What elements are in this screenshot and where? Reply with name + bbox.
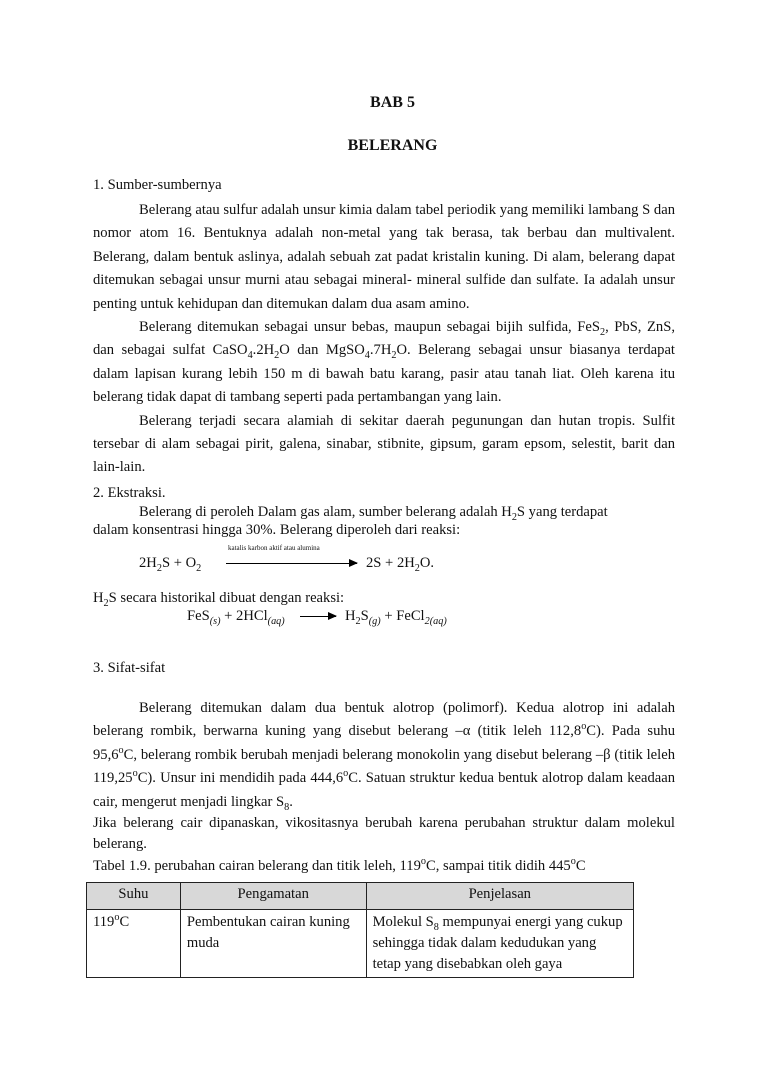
historical-line: $H_2S$ secara historikal dibuat dengan reaksi: [93,590,345,609]
cell-pengamatan: Pembentukan cairan kuning muda [180,910,366,978]
section-sources-body [93,199,675,480]
column-header-penjelasan: Penjelasan [366,883,633,910]
paragraph: Belerang ditemukan sebagai unsur bebas, maupun sebagai bijih sulfida, FeS$_2$, PbS, ZnS, dan sebagai sulfat $CaSO_4.2H_2O$ dan $MgSO_4.7H_2O$. Belerang sebagai unsur biasanya terdapat dalam lapisan kurang lebih 150 m di bawah batu karang, pasir atau tanah liat. Oleh karena itu belerang tidak dapat di tambang seperti pada pertambangan yang lain. [93,319,675,406]
cell-suhu: 119$^o$C [87,910,181,978]
reaction-arrow-icon [226,563,357,564]
table-row [87,910,634,978]
section-heading-properties: 3. Sifat-sifat [93,660,166,676]
catalyst-label: katalis karbon aktif atau alumina [228,544,320,552]
paragraph: Belerang terjadi secara alamiah di sekitar daerah pegunungan dan hutan tropis. Sulfit tersebar di alam sebagai pirit, galena, sinabar, stibnite, gipsum, garam epsom, selestit, barit dan lain-lain. [93,412,675,476]
extraction-line-1: Belerang di peroleh Dalam gas alam, sumber belerang adalah $H_2S$ yang terdapat [139,504,608,523]
reaction-1-products: $2S + 2H_2O$. [366,555,435,574]
cell-penjelasan: Molekul $S_8$ mempunyai energi yang cukup sehingga tidak dalam kedudukan yang tetap yang disebabkan oleh gaya [366,910,633,978]
section-properties-body [93,697,675,814]
section-heading-sources: 1. Sumber-sumbernya [93,177,222,193]
chapter-title: BELERANG [347,137,438,154]
column-header-pengamatan: Pengamatan [180,883,366,910]
section-heading-extraction: 2. Ekstraksi. [93,485,166,501]
extraction-line-2: dalam konsentrasi hingga 30%. Belerang diperoleh dari reaksi: [93,522,461,538]
chapter-number: BAB 5 [370,94,415,111]
column-header-suhu: Suhu [87,883,181,910]
paragraph-viscosity: Jika belerang cair dipanaskan, vikositasnya berubah karena perubahan struktur dalam molekul belerang. [93,815,675,852]
table-header-row [87,883,634,910]
reaction-arrow-icon [300,616,336,617]
reaction-2-products: $H_2S_{(g)}$ + FeCl$_{2(aq)}$ [345,608,447,627]
sulfur-heating-table [86,882,634,978]
paragraph: Belerang atau sulfur adalah unsur kimia dalam tabel periodik yang memiliki lambang S dan nomor atom 16. Bentuknya adalah non-metal yang tak berasa, tak berbau dan multivalent. Belerang, dalam bentuk aslinya, adalah sebuah zat padat kristalin kuning. Di alam, belerang dapat ditemukan sebagai unsur murni atau sebagai mineral- mineral sulfide dan sulfate. Ia adalah unsur penting untuk kehidupan dan ditemukan dalam dua asam amino. [93,202,675,312]
reaction-1-reactants: $2H_2S + O_2$ [139,555,202,574]
table-caption: Tabel 1.9. perubahan cairan belerang dan titik leleh, 119$^o$C, sampai titik didih 445$^o$C [93,856,586,874]
reaction-2-reactants: FeS$_{(s)}$ + 2HCl$_{(aq)}$ [187,608,285,627]
paragraph: Belerang ditemukan dalam dua bentuk alotrop (polimorf). Kedua alotrop ini adalah belerang rombik, berwarna kuning yang disebut belerang –α (titik leleh 112,8$^o$C). Pada suhu 95,6$^o$C, belerang rombik berubah menjadi belerang monokolin yang disebut belerang –β (titik leleh 119,25$^o$C). Unsur ini mendidih pada 444,6$^o$C. Satuan struktur kedua bentuk alotrop dalam keadaan cair, mengerut menjadi lingkar $S_8$. [93,700,675,813]
